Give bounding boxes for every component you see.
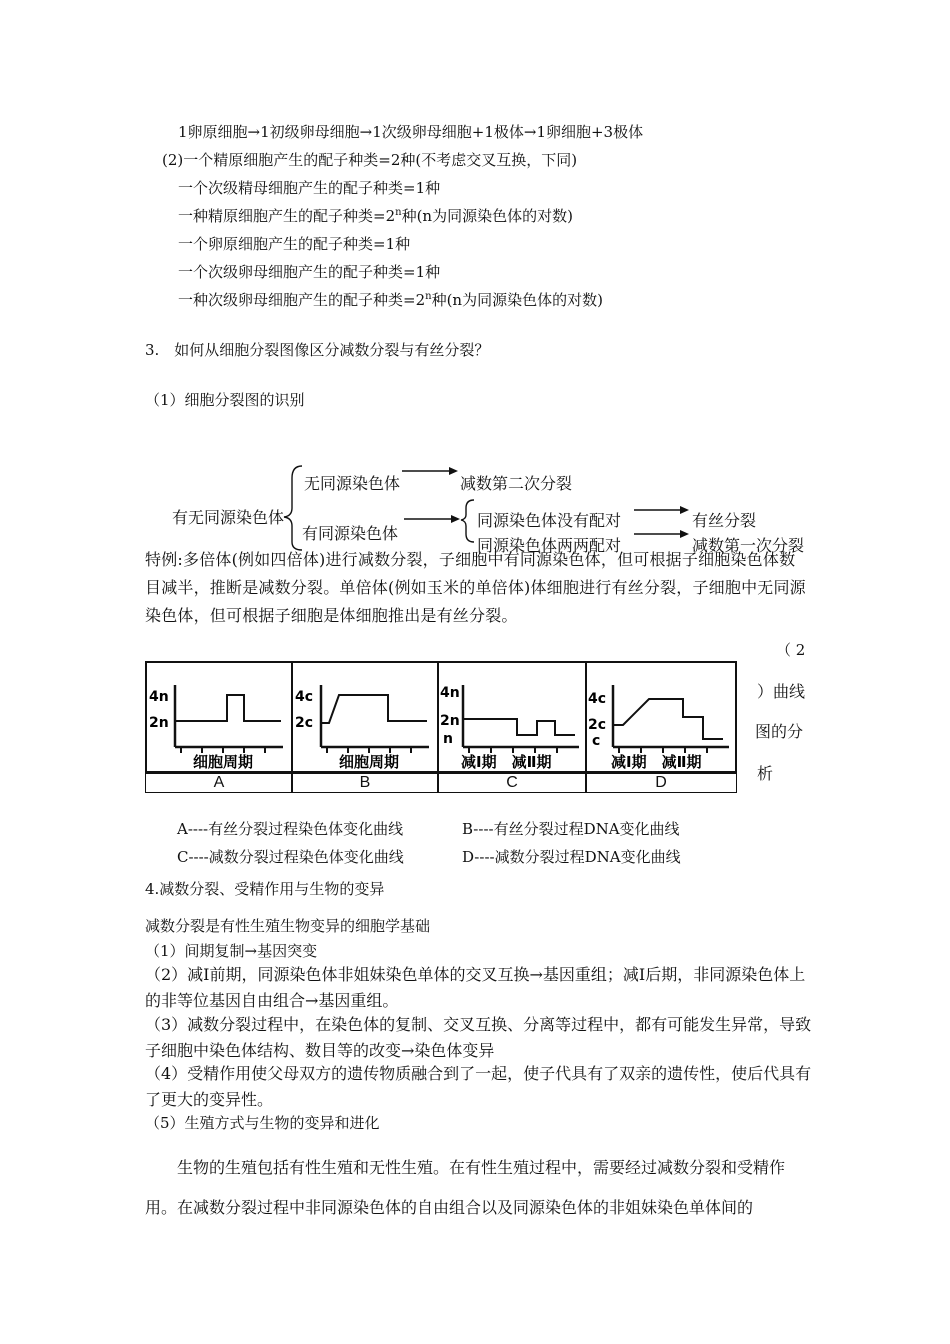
x-axis-label: 细胞周期 <box>339 753 400 771</box>
paragraph: 生物的生殖包括有性生殖和无性生殖。在有性生殖过程中，需要经过减数分裂和受精作用。在减数分裂过程中非同源染色体的自由组合以及同源染色体的非姐妹染色单体间的 <box>145 1158 786 1217</box>
paragraph: （2）减Ⅰ前期，同源染色体非姐妹染色单体的交叉互换→基因重组；减Ⅰ后期，非同源染色体上的非等位基因自由组合→基因重组。 <box>145 965 806 1010</box>
flow-result-a: 有丝分裂 <box>692 511 757 530</box>
caption-d: D----减数分裂过程DNA变化曲线 <box>462 848 681 866</box>
text-line: （5）生殖方式与生物的变异和进化 <box>145 1114 380 1132</box>
y-tick-label: 2n <box>149 715 169 731</box>
caption-b: B----有丝分裂过程DNA变化曲线 <box>462 820 680 838</box>
y-tick-label: c <box>592 733 601 749</box>
graph-label-c: C <box>437 773 587 793</box>
graph-label-d: D <box>585 773 737 793</box>
text-line: 1卵原细胞→1初级卵母细胞→1次级卵母细胞+1极体→1卵细胞+3极体 <box>178 123 644 141</box>
flow-yes-a: 同源染色体没有配对 <box>477 511 622 530</box>
graph-d-plot <box>587 663 735 771</box>
text-fragment: 一种精原细胞产生的配子种类=2 <box>178 207 396 225</box>
graph-b <box>291 661 439 773</box>
paragraph: （4）受精作用使父母双方的遗传物质融合到了一起，使子代具有了双亲的遗传性，使后代具有了更大的变异性。 <box>145 1064 812 1109</box>
text-line: （1）间期复制→基因突变 <box>145 942 318 960</box>
text-line: (2)一个精原细胞产生的配子种类=2种(不考虑交叉互换，下同) <box>162 151 578 169</box>
y-tick-label: 4c <box>588 691 607 707</box>
flow-result-b: 减数第一次分裂 <box>692 536 805 555</box>
graph-c <box>437 661 587 773</box>
text-fragment: 种(n为同源染色体的对数) <box>401 207 573 225</box>
y-tick-label: 2c <box>295 715 314 731</box>
superscript: n <box>395 207 402 218</box>
caption-a: A----有丝分裂过程染色体变化曲线 <box>177 820 404 838</box>
text-line: 一个次级卵母细胞产生的配子种类=1种 <box>178 263 441 281</box>
side-text-3: 图的分 <box>755 722 804 741</box>
flow-branch-no: 无同源染色体 <box>304 474 401 493</box>
y-tick-label: 2c <box>588 717 607 733</box>
x-axis-label: 细胞周期 <box>193 753 254 771</box>
superscript: n <box>425 291 432 302</box>
flow-root: 有无同源染色体 <box>172 508 285 527</box>
subheading: （1）细胞分裂图的识别 <box>145 391 305 409</box>
y-tick-label: 2n <box>440 713 460 729</box>
y-tick-label: n <box>443 731 453 747</box>
graph-c-plot <box>439 663 585 771</box>
graph-label-b: B <box>291 773 439 793</box>
y-tick-label: 4n <box>440 685 460 701</box>
side-text-2: ）曲线 <box>757 682 806 701</box>
graph-d <box>585 661 737 773</box>
section-heading: 3. 如何从细胞分裂图像区分减数分裂与有丝分裂？ <box>145 341 490 359</box>
special-case-paragraph: 特例:多倍体(例如四倍体)进行减数分裂，子细胞中有同源染色体，但可根据子细胞染色体数目减半，推断是减数分裂。单倍体(例如玉米的单倍体)体细胞进行有丝分裂，子细胞中无同源染色体，但可根据子细胞是体细胞推出是有丝分裂。 <box>145 550 806 625</box>
x-axis-label: 减Ⅰ期 减Ⅱ期 <box>611 753 702 771</box>
side-text-1: （ 2 <box>776 641 806 659</box>
text-fragment: 一种次级卵母细胞产生的配子种类=2 <box>178 291 426 309</box>
flow-result-no: 减数第二次分裂 <box>460 474 573 493</box>
curve-figures <box>145 661 737 793</box>
side-text-4: 析 <box>757 764 774 783</box>
graph-label-a: A <box>145 773 293 793</box>
y-tick-label: 4c <box>295 689 314 705</box>
text-line: 一个次级精母细胞产生的配子种类=1种 <box>178 179 441 197</box>
x-axis-label: 减Ⅰ期 减Ⅱ期 <box>461 753 552 771</box>
graph-b-plot <box>293 663 437 771</box>
graph-a-plot <box>147 663 291 771</box>
flow-diagram <box>0 0 950 560</box>
text-fragment: 种(n为同源染色体的对数) <box>431 291 603 309</box>
text-line: 减数分裂是有性生殖生物变异的细胞学基础 <box>145 917 431 935</box>
caption-c: C----减数分裂过程染色体变化曲线 <box>177 848 404 866</box>
section-heading: 4.减数分裂、受精作用与生物的变异 <box>145 880 385 898</box>
flow-branch-yes: 有同源染色体 <box>302 524 399 543</box>
text-line: 一个卵原细胞产生的配子种类=1种 <box>178 235 411 253</box>
flow-yes-b: 同源染色体两两配对 <box>477 536 622 555</box>
paragraph: （3）减数分裂过程中，在染色体的复制、交叉互换、分离等过程中，都有可能发生异常，导致子细胞中染色体结构、数目等的改变→染色体变异 <box>145 1015 812 1060</box>
graph-a <box>145 661 293 773</box>
y-tick-label: 4n <box>149 689 169 705</box>
